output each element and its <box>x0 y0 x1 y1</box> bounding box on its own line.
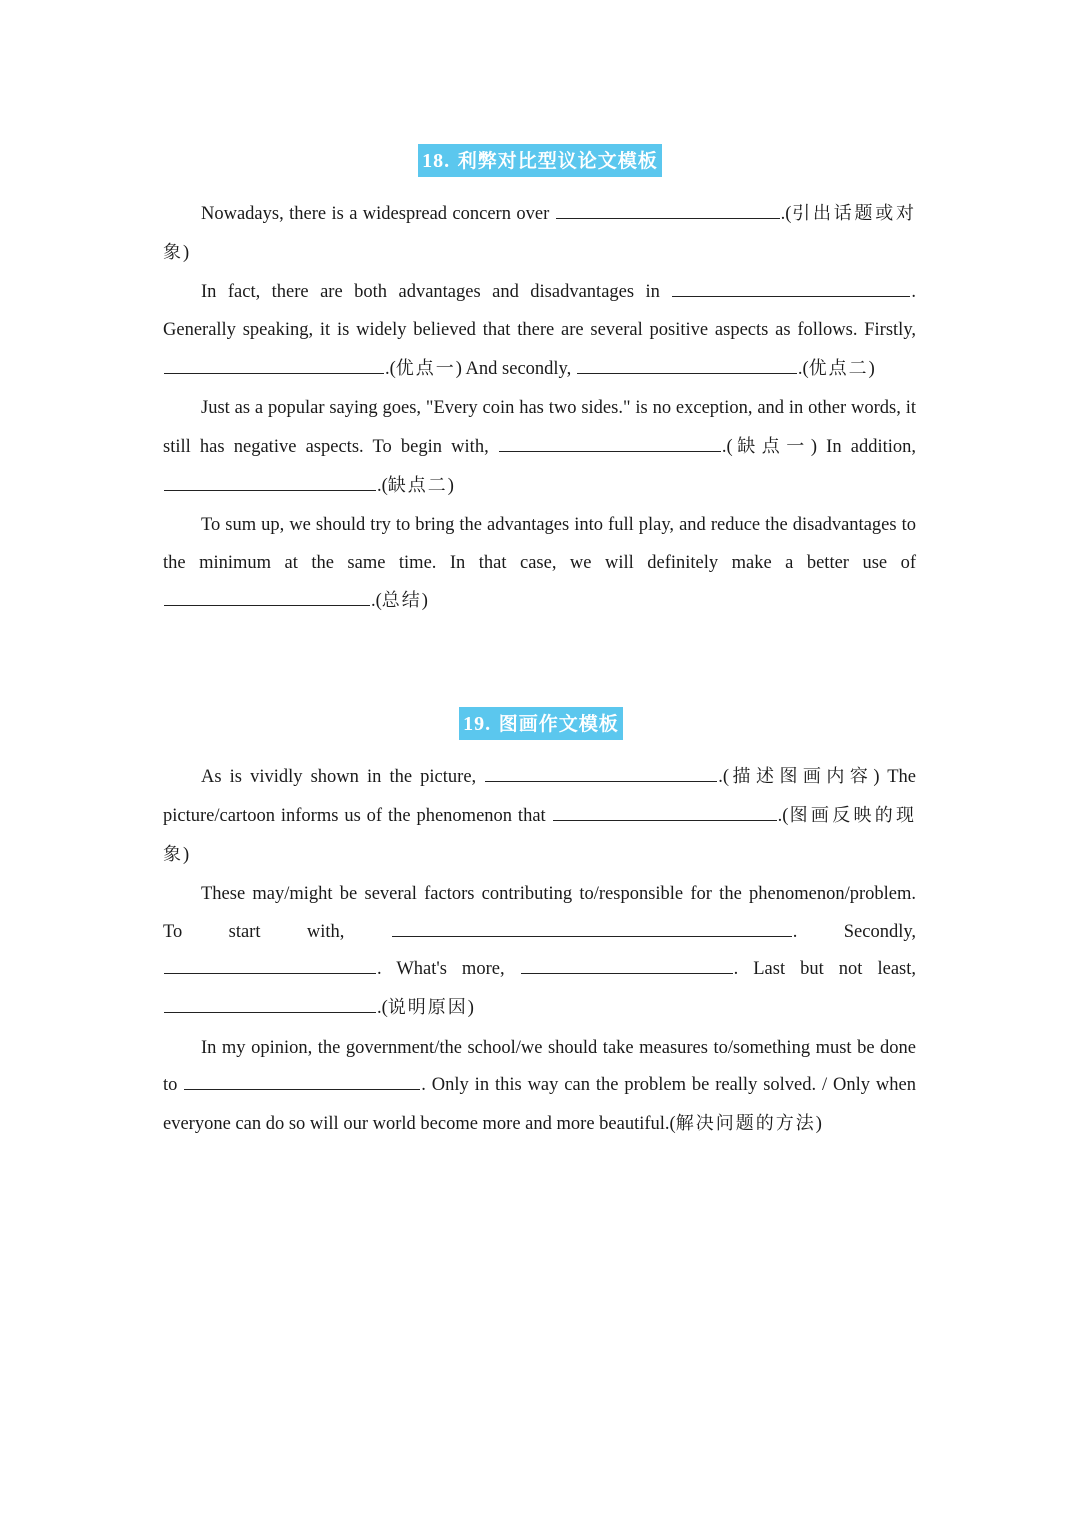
annotation: 描述图画内容 <box>729 766 874 787</box>
fill-blank[interactable] <box>164 993 376 1013</box>
section-19-title-text: 图画作文模板 <box>498 713 619 735</box>
paragraph <box>163 274 916 388</box>
text-run: . Generally speaking, it is widely believed that there are several positive aspects as follows. Firstly, <box>163 282 916 340</box>
fill-blank[interactable] <box>184 1070 420 1090</box>
annotation: 引出话题或对象 <box>163 203 917 263</box>
annotation: 图画反映的现象 <box>163 804 917 865</box>
annotation: 优点二 <box>808 357 869 379</box>
annotation: 解决问题的方法 <box>675 1113 816 1135</box>
fill-blank[interactable] <box>577 354 797 374</box>
fill-blank[interactable] <box>392 917 792 937</box>
text-run: ) <box>421 591 428 612</box>
text-run: ) In addition, <box>810 436 917 457</box>
paragraph <box>163 758 916 874</box>
text-run: .( <box>371 591 382 612</box>
text-run: .( <box>721 436 733 457</box>
text-run: ) <box>467 998 474 1019</box>
annotation: 总结 <box>381 590 422 612</box>
text-run: . Secondly, <box>792 921 917 942</box>
text-run: ) <box>183 242 190 263</box>
fill-blank[interactable] <box>499 432 721 452</box>
fill-blank[interactable] <box>672 277 910 297</box>
text-run: These may/might be several factors contributing to/responsible for the phenomenon/problem. To start with, <box>163 883 916 942</box>
fill-blank[interactable] <box>164 354 384 374</box>
section-18-title-text: 利弊对比型议论文模板 <box>457 150 658 172</box>
paragraph <box>163 1030 916 1144</box>
text-run: As is vividly shown in the picture, <box>201 767 485 787</box>
text-run: In my opinion, the government/the school/we should take measures to/something must be done to <box>163 1037 916 1096</box>
paragraph <box>163 390 916 505</box>
text-run: ) The picture/cartoon informs us of the phenomenon that <box>163 767 917 826</box>
section-19-header <box>0 707 1080 740</box>
section-18-number: 18. <box>422 150 451 172</box>
annotation: 缺点二 <box>387 474 448 496</box>
fill-blank[interactable] <box>553 801 777 821</box>
section-19-number: 19. <box>463 713 492 735</box>
text-run: .( <box>377 475 388 496</box>
paragraph <box>163 507 916 621</box>
text-run: Nowadays, there is a widespread concern over <box>201 204 555 224</box>
text-run: ) <box>447 475 454 496</box>
fill-blank[interactable] <box>164 954 376 974</box>
text-run: .( <box>797 358 809 379</box>
section-18-title <box>418 144 662 177</box>
section-19-title <box>459 707 623 740</box>
text-run: In fact, there are both advantages and disadvantages in <box>201 282 672 303</box>
text-run: ) And secondly, <box>455 358 576 379</box>
fill-blank[interactable] <box>521 954 733 974</box>
section-18-header <box>0 144 1080 177</box>
text-run: ) <box>815 1114 822 1135</box>
text-run: .( <box>377 998 388 1019</box>
paragraph <box>163 876 916 1028</box>
fill-blank[interactable] <box>485 762 717 782</box>
paragraph <box>163 195 916 273</box>
text-run: . Last but not least, <box>733 959 916 980</box>
text-run: . Only in this way can the problem be really solved. / Only when everyone can do so will our world become more and more beautiful.( <box>163 1075 917 1135</box>
fill-blank[interactable] <box>556 199 780 219</box>
text-run: To sum up, we should try to bring the advantages into full play, and reduce the disadvantages to the minimum at the same time. In that case, we will definitely make a better use of <box>163 514 916 573</box>
text-run: ) <box>868 358 875 379</box>
text-run: ) <box>183 844 190 865</box>
annotation: 缺点一 <box>732 435 811 457</box>
fill-blank[interactable] <box>164 471 376 491</box>
text-run: .( <box>780 204 792 224</box>
text-run: . What's more, <box>377 959 520 980</box>
fill-blank[interactable] <box>164 586 370 606</box>
text-run: .( <box>718 767 730 787</box>
annotation: 说明原因 <box>387 997 468 1019</box>
text-run: .( <box>777 805 789 826</box>
text-run: Just as a popular saying goes, "Every coin has two sides." is no exception, and in other words, it still has negative aspects. To begin with, <box>163 397 916 457</box>
section-19-body <box>163 758 916 1144</box>
text-run: .( <box>385 358 396 379</box>
section-18-body <box>163 195 916 621</box>
annotation: 优点一 <box>395 357 456 379</box>
